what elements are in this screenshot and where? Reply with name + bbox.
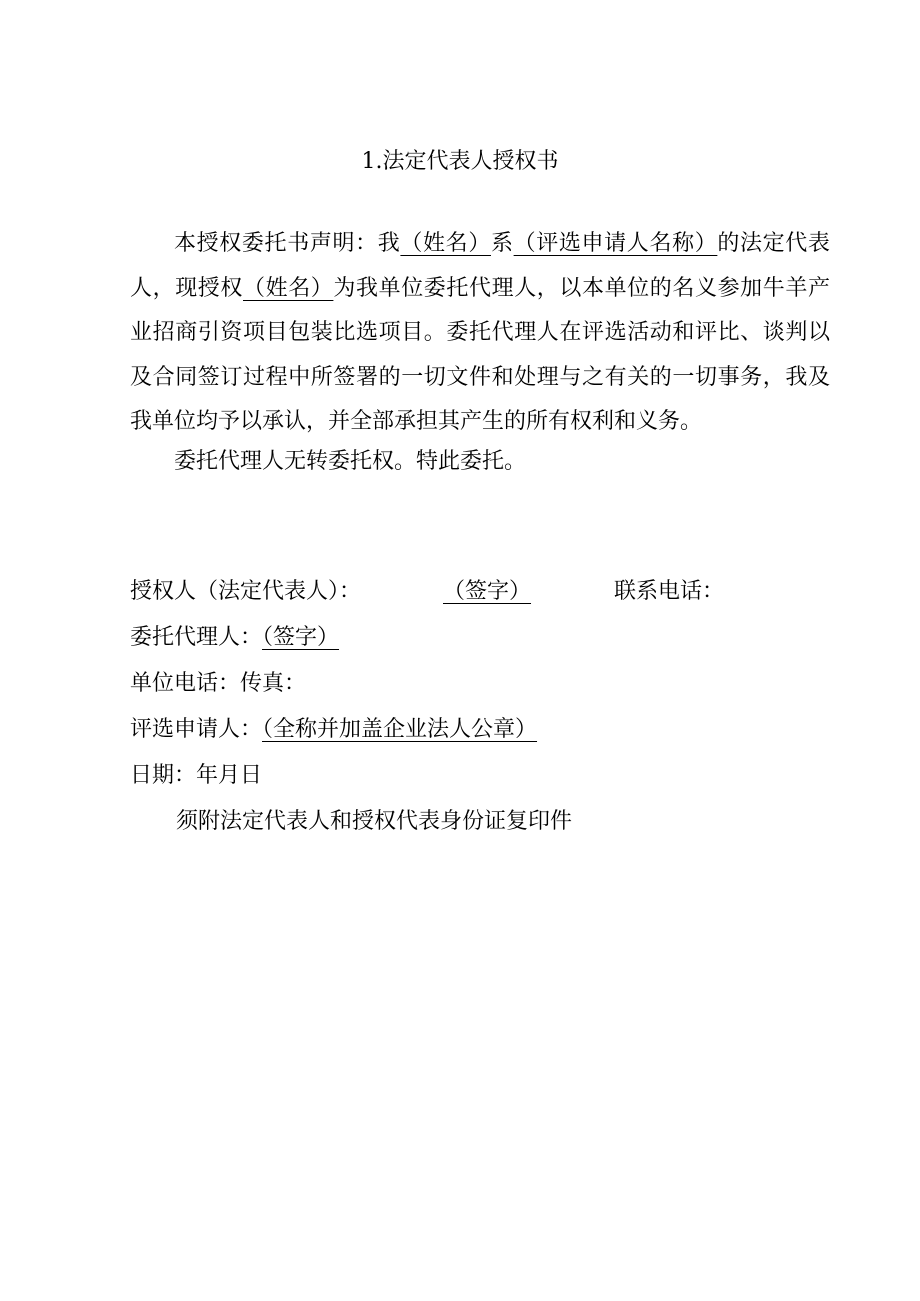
agent-label: 委托代理人：: [130, 625, 263, 650]
unit-phone-fax-line: 单位电话：传真：: [130, 671, 307, 696]
name-blank-2: （姓名）: [243, 275, 334, 301]
applicant-name-blank: （评选申请人名称）: [513, 231, 718, 256]
grantor-label: 授权人（法定代表人）：: [130, 579, 362, 604]
document-title: 1.法定代表人授权书: [361, 149, 559, 174]
para1-text-2: 系: [490, 231, 514, 256]
applicant-line: [130, 714, 537, 746]
phone-label: 联系电话：: [614, 579, 725, 604]
name-blank-1: （姓名）: [400, 231, 491, 256]
applicant-seal-blank: （全称并加盖企业法人公章）: [262, 717, 538, 742]
applicant-label: 评选申请人：: [130, 717, 263, 742]
no-subdelegation-paragraph: 委托代理人无转委托权。特此委托。: [174, 449, 527, 474]
grantor-signature-field: [436, 576, 538, 608]
para1-text-3: 的法定代表人，现授权: [130, 231, 830, 301]
authorization-paragraph: [130, 222, 830, 445]
agent-line: [130, 622, 339, 654]
para1-text-4: 为我单位委托代理人，以本单位的名义参加牛羊产业招商引资项目包装比选项目。委托代理人在评选活动和评比、谈判以及合同签订过程中所签署的一切文件和处理与之有关的一切事务，我及我单位均予以承认，并全部承担其产生的所有权利和义务。: [130, 275, 830, 434]
para1-text-1: 本授权委托书声明：我: [174, 231, 401, 256]
date-line: 日期：年月日: [130, 763, 263, 788]
grantor-signature-blank: （签字）: [443, 579, 532, 604]
attachment-note: 须附法定代表人和授权代表身份证复印件: [176, 809, 573, 834]
agent-signature-blank: （签字）: [262, 625, 340, 650]
